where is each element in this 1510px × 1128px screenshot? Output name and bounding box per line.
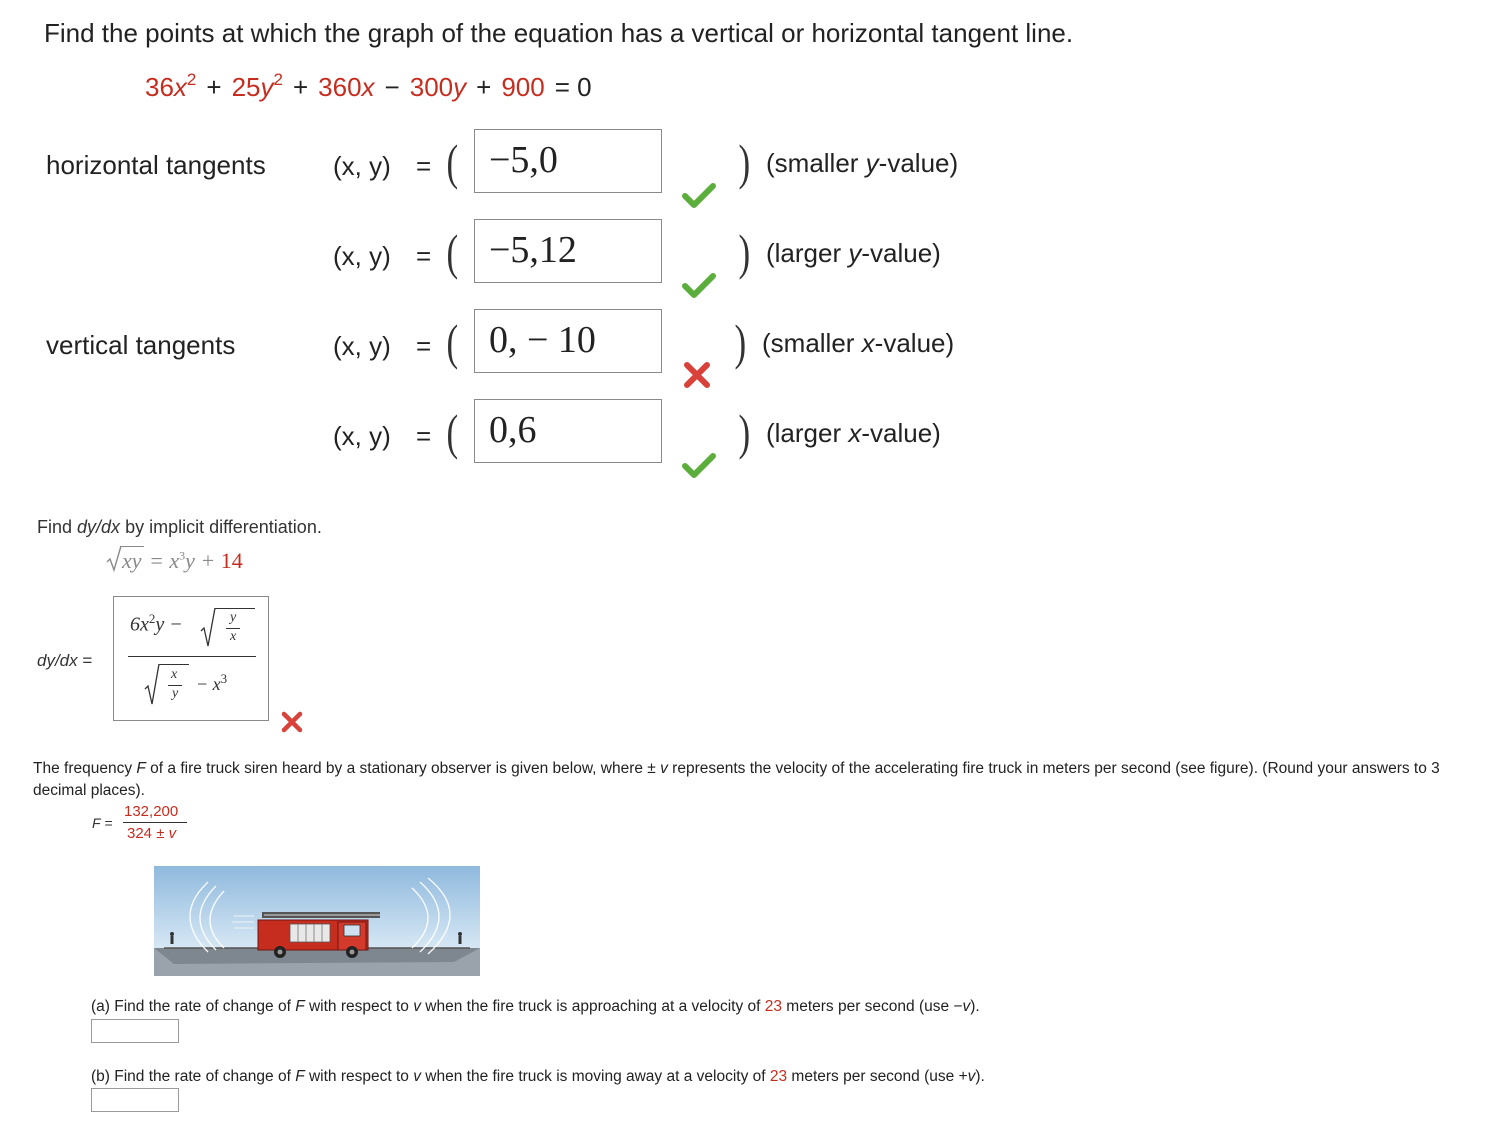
answer-input-4[interactable]: 0,6	[474, 399, 662, 463]
eq-term: 36	[145, 72, 174, 102]
equation-2: xy = $x^3y + 14$	[106, 546, 243, 574]
answer-note-2: (larger y-value)	[766, 238, 941, 268]
equals-sign: =	[416, 331, 432, 361]
f-fraction-bar	[123, 822, 187, 823]
check-icon	[682, 451, 716, 481]
answer-input-1[interactable]: −5,0	[474, 129, 662, 193]
cross-icon	[279, 710, 305, 734]
dydx-label: dy/dx =	[37, 651, 93, 670]
part-a-answer-input[interactable]	[91, 1019, 179, 1043]
eq-op: +	[292, 72, 309, 102]
f-numerator: 132,200	[124, 803, 179, 820]
check-icon	[682, 271, 716, 301]
open-paren: (	[446, 404, 459, 460]
eq-term: 300	[409, 72, 454, 102]
part-a-question: (a) Find the rate of change of F with respect to v when the fire truck is approaching at a velocity of 23 meters per second (use −v).	[91, 998, 980, 1015]
dydx-numerator: $6x^2y$ −	[130, 611, 183, 636]
part-b-question: (b) Find the rate of change of F with respect to v when the fire truck is moving away at a velocity of 23 meters per second (use +v).	[91, 1068, 985, 1085]
sqrt-num: y	[230, 610, 237, 625]
eq-var: y	[260, 72, 274, 102]
eq-equals: = 0	[554, 72, 592, 102]
eq-var: y	[453, 72, 467, 102]
part-b-answer-input[interactable]	[91, 1088, 179, 1112]
sqrt-sign	[144, 663, 160, 707]
open-paren: (	[446, 134, 459, 190]
dydx-denominator: − $x^3$	[196, 671, 228, 694]
den-sqrt-num: x	[171, 667, 178, 682]
close-paren: )	[738, 134, 751, 190]
eq-term: 900	[501, 72, 545, 102]
fraction-bar	[128, 656, 256, 657]
dydx-answer-input[interactable]	[113, 596, 269, 721]
den-sqrt-den: y	[172, 686, 179, 701]
answer-input-2[interactable]: −5,12	[474, 219, 662, 283]
open-paren: (	[446, 314, 459, 370]
sqrt-expression: xy	[106, 546, 144, 574]
xy-label: (x, y)	[333, 241, 391, 271]
eq-term: 25	[231, 72, 261, 102]
f-label: F =	[92, 815, 113, 831]
eq-exp: 2	[273, 70, 283, 89]
cross-icon	[680, 360, 714, 390]
xy-label: (x, y)	[333, 421, 391, 451]
eq-op: +	[476, 72, 492, 102]
equals-sign: =	[416, 421, 432, 451]
horizontal-tangents-label: horizontal tangents	[46, 150, 266, 180]
eq-op: −	[384, 72, 400, 102]
eq-op: +	[206, 72, 222, 102]
close-paren: )	[738, 224, 751, 280]
question-2-instruction: Find dy/dx by implicit differentiation.	[37, 517, 322, 537]
xy-label: (x, y)	[333, 151, 391, 181]
eq-var: x	[361, 72, 375, 102]
answer-note-3: (smaller x-value)	[762, 328, 955, 358]
equals-sign: =	[416, 241, 432, 271]
equals-sign: =	[416, 151, 432, 181]
xy-label: (x, y)	[333, 331, 391, 361]
eq-var: x	[173, 72, 187, 102]
equation-1	[145, 72, 592, 103]
vertical-tangents-label: vertical tangents	[46, 330, 236, 360]
answer-note-4: (larger x-value)	[766, 418, 941, 448]
answer-note-1: (smaller y-value)	[766, 148, 959, 178]
question-3-text: The frequency F of a fire truck siren heard by a stationary observer is given below, where ± v represents the velocity of the accelerating fire truck in meters per second (see figure). (Round your answers to 3 decimal places).	[33, 760, 1440, 799]
answer-input-3[interactable]: 0, − 10	[474, 309, 662, 373]
eq-term: 360	[318, 72, 362, 102]
sqrt-den: x	[230, 629, 237, 644]
close-paren: )	[734, 314, 747, 370]
close-paren: )	[738, 404, 751, 460]
fire-truck-figure	[154, 866, 480, 976]
question-1-instruction: Find the points at which the graph of the equation has a vertical or horizontal tangent line.	[44, 18, 1074, 48]
eq-exp: 2	[186, 70, 197, 89]
check-icon	[682, 181, 716, 211]
sqrt-sign	[200, 607, 216, 649]
f-denominator: 324 ± v	[127, 825, 177, 842]
open-paren: (	[446, 224, 459, 280]
